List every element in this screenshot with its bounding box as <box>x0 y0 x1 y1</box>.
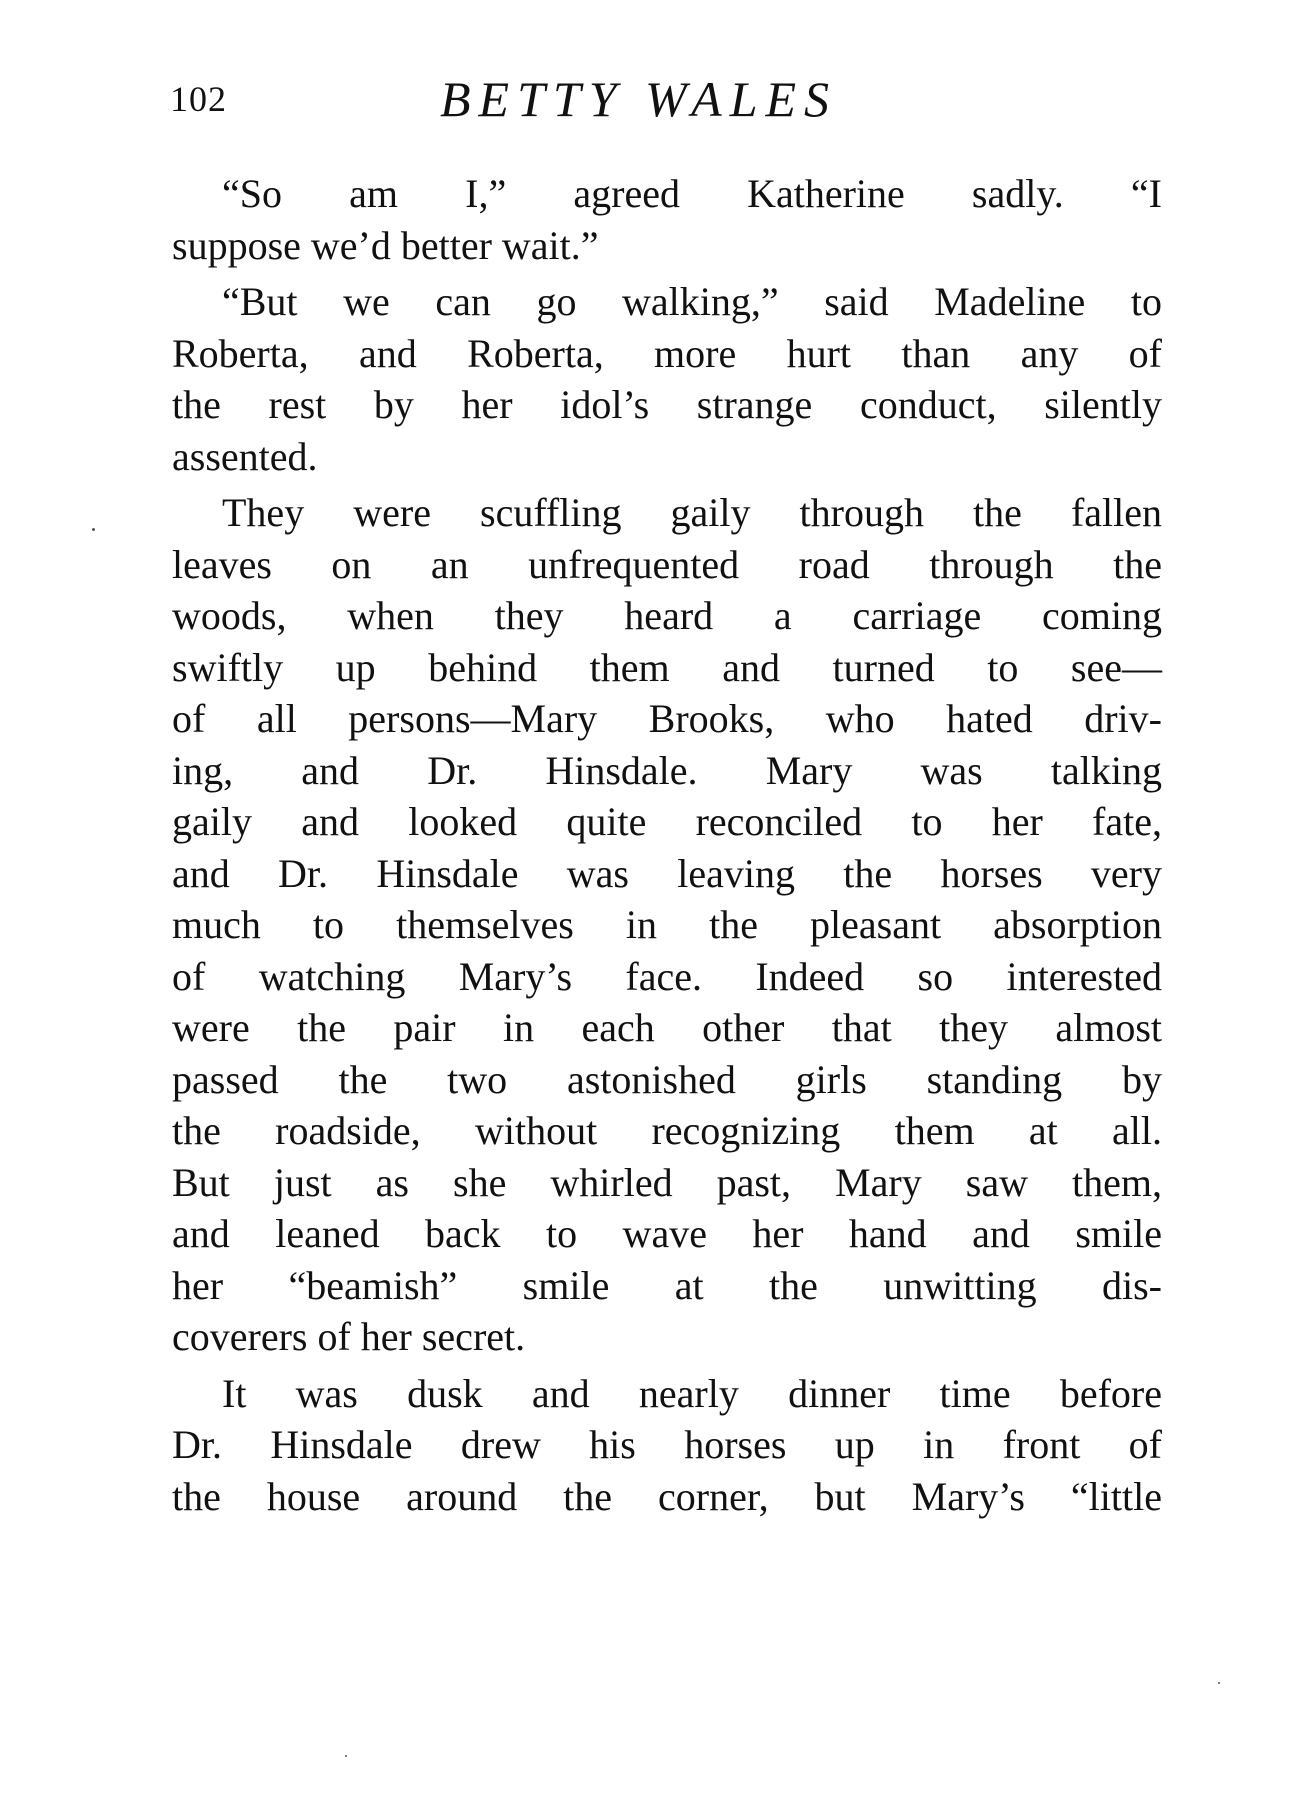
text-line: leaves on an unfrequented road through the <box>172 541 1162 587</box>
print-speck <box>92 528 95 531</box>
text-line: gaily and looked quite reconciled to her fate, <box>172 799 1162 844</box>
text-line: of watching Mary’s face. Indeed so interested <box>172 953 1162 999</box>
text-line: the roadside, without recognizing them at all. <box>172 1108 1162 1153</box>
text-line: her “beamish” smile at the unwitting dis- <box>172 1262 1162 1308</box>
print-speck <box>345 1755 347 1757</box>
page-number: 102 <box>170 79 227 119</box>
text-line: swiftly up behind them and turned to see— <box>172 644 1162 690</box>
text-line: Roberta, and Roberta, more hurt than any of <box>172 330 1162 376</box>
text-line: the house around the corner, but Mary’s “little <box>172 1473 1162 1519</box>
paragraph <box>172 276 1162 482</box>
paragraph <box>172 1368 1162 1523</box>
text-line: were the pair in each other that they almost <box>172 1005 1162 1050</box>
text-line: “So am I,” agreed Katherine sadly. “I <box>222 171 1162 216</box>
text-line: assented. <box>172 433 318 479</box>
body-text <box>172 168 1162 1522</box>
text-line: “But we can go walking,” said Madeline to <box>222 279 1162 324</box>
text-line: and Dr. Hinsdale was leaving the horses very <box>172 850 1162 896</box>
text-line: passed the two astonished girls standing by <box>172 1056 1162 1102</box>
paragraph <box>172 168 1162 271</box>
text-line: But just as she whirled past, Mary saw them, <box>172 1159 1162 1205</box>
paragraph <box>172 487 1162 1363</box>
text-line: of all persons—Mary Brooks, who hated driv- <box>172 696 1162 741</box>
text-line: They were scuffling gaily through the fallen <box>222 490 1162 535</box>
text-line: ing, and Dr. Hinsdale. Mary was talking <box>172 747 1162 793</box>
running-head <box>170 60 1160 140</box>
text-line: and leaned back to wave her hand and smile <box>172 1211 1162 1256</box>
text-line: Dr. Hinsdale drew his horses up in front of <box>172 1422 1162 1467</box>
text-line: coverers of her secret. <box>172 1314 526 1359</box>
text-line: the rest by her idol’s strange conduct, silently <box>172 382 1162 427</box>
print-speck <box>1218 1682 1220 1684</box>
text-line: It was dusk and nearly dinner time before <box>222 1370 1162 1416</box>
text-line: suppose we’d better wait.” <box>172 222 599 268</box>
text-line: much to themselves in the pleasant absorption <box>172 902 1162 947</box>
book-title: BETTY WALES <box>440 71 838 127</box>
text-line: woods, when they heard a carriage coming <box>172 593 1162 638</box>
